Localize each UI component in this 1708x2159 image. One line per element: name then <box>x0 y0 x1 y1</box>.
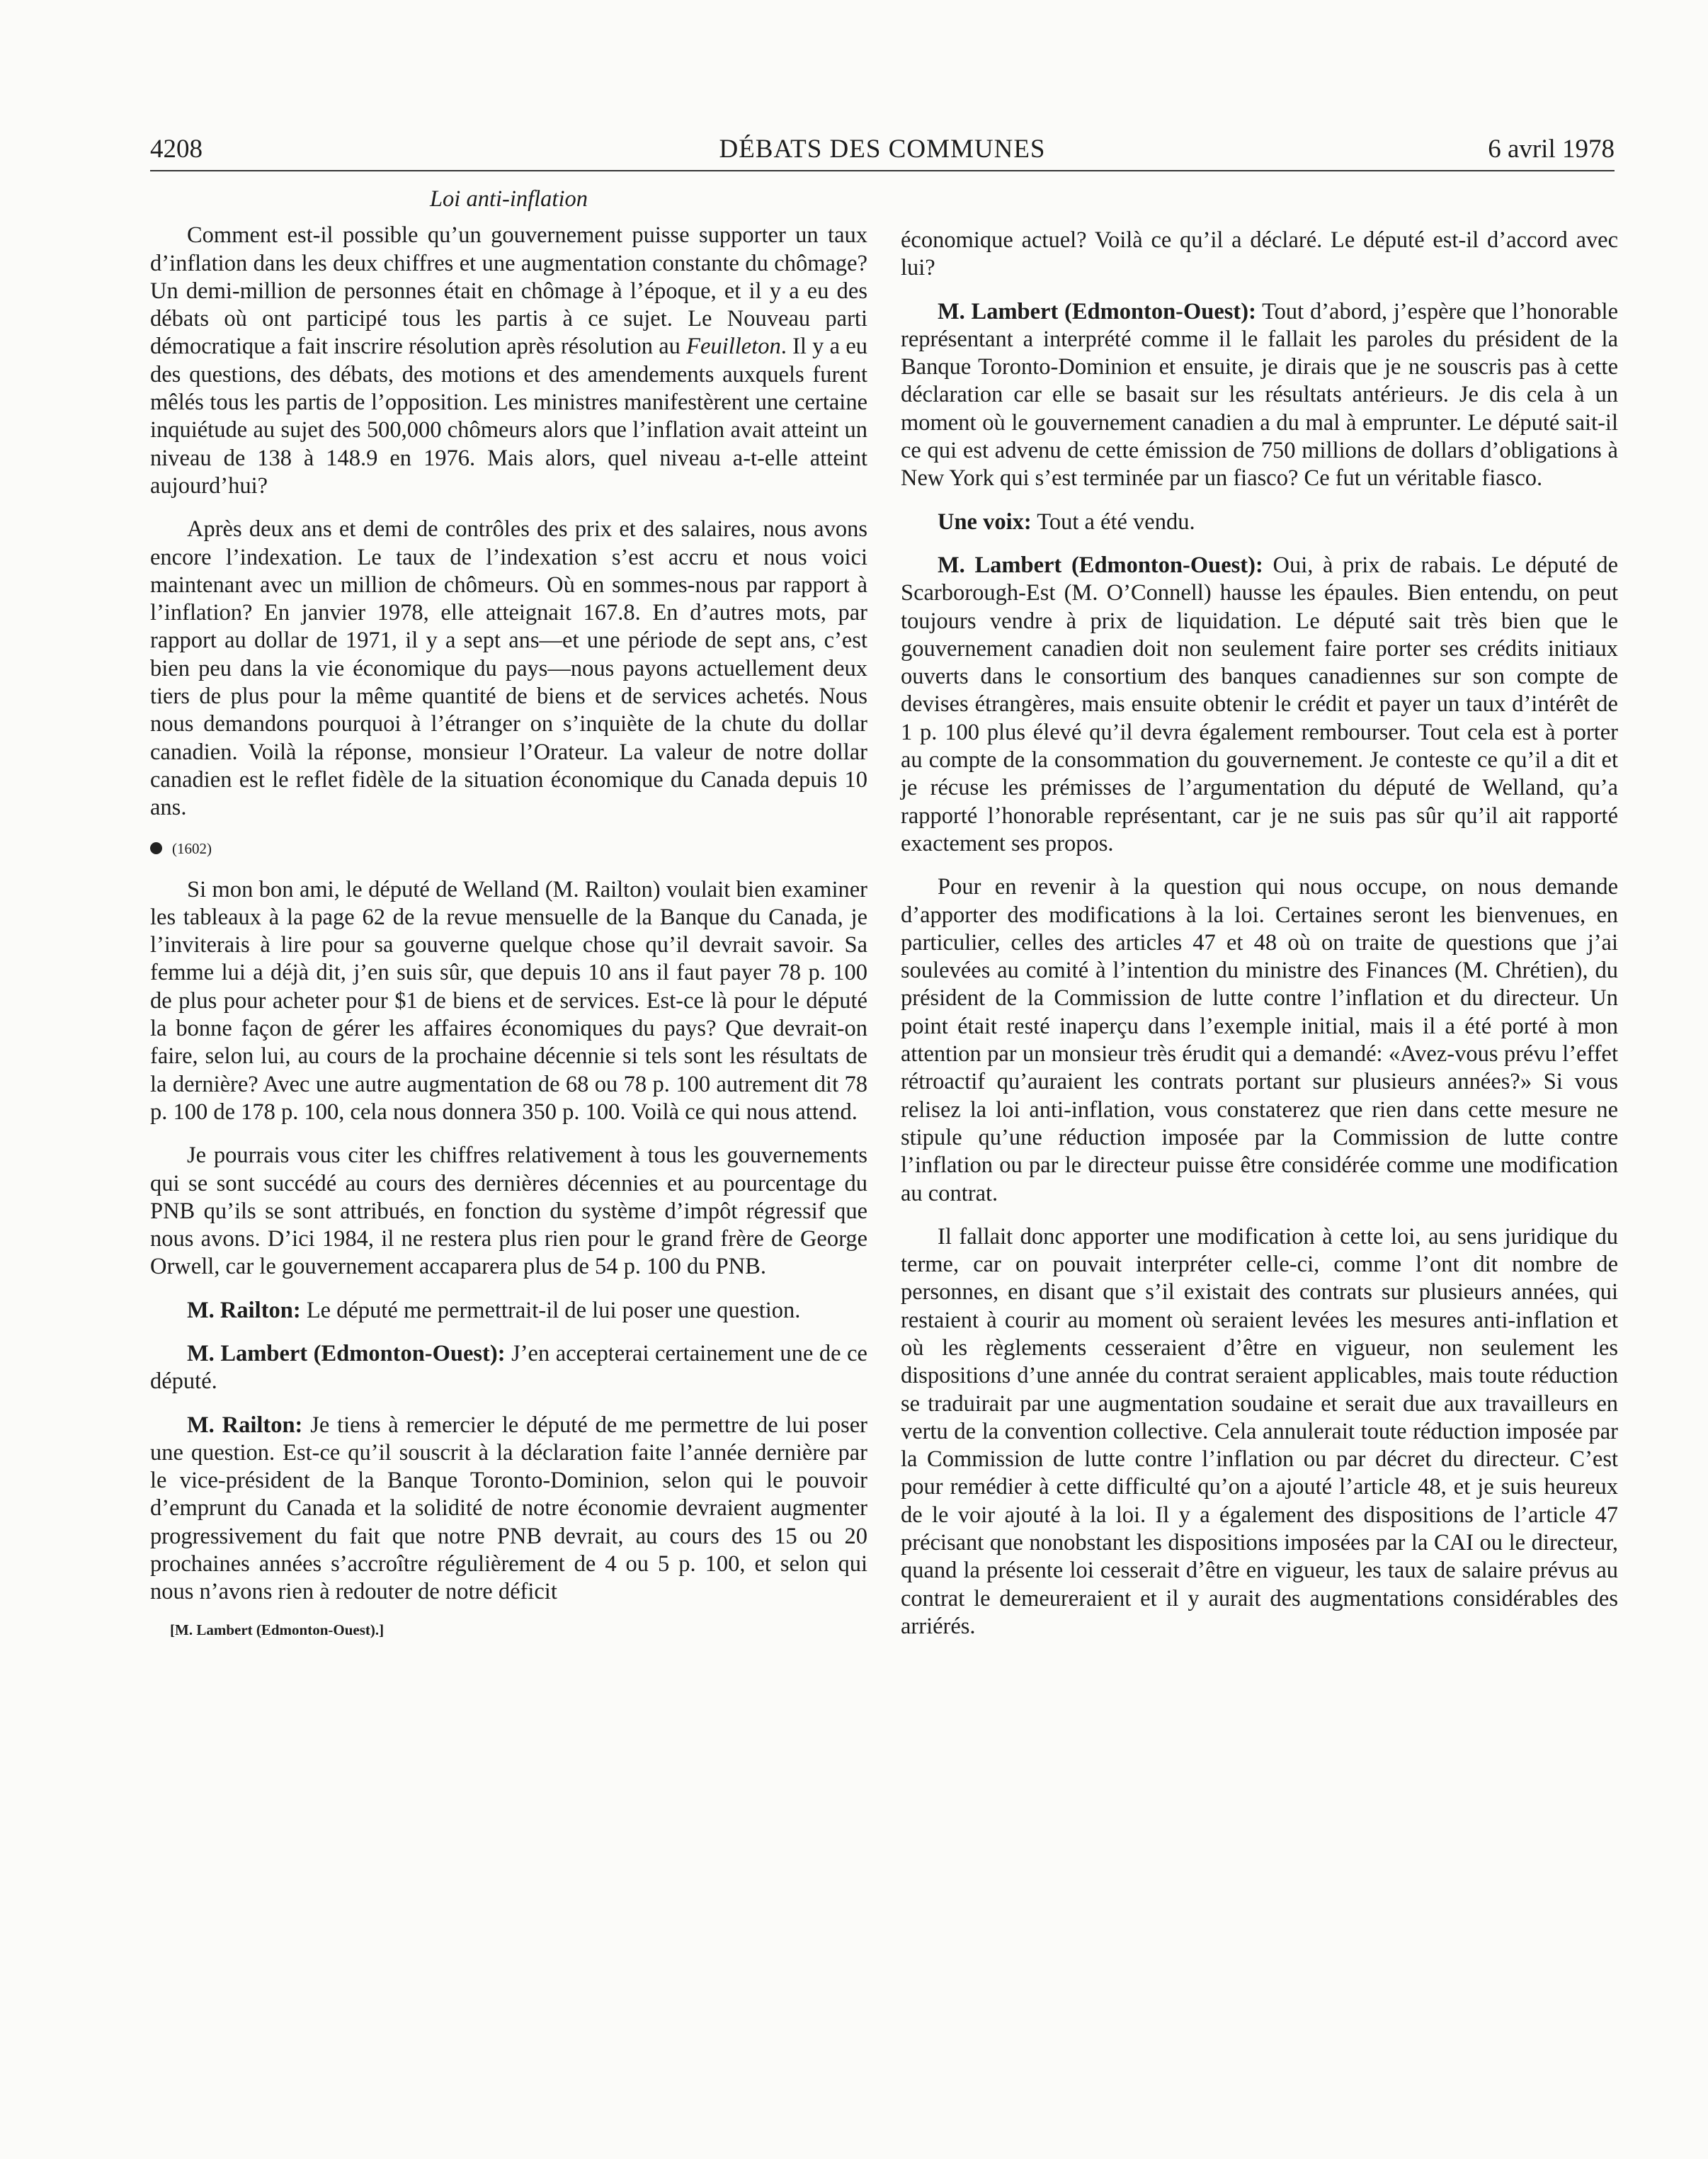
speaker-name: M. Lambert (Edmonton-Ouest): <box>187 1340 506 1366</box>
time-marker: (1602) <box>150 838 867 859</box>
speaker-paragraph: M. Lambert (Edmonton-Ouest): J’en accepterai certainement une de ce député. <box>150 1340 867 1395</box>
left-column <box>150 186 867 1640</box>
paragraph: Si mon bon ami, le député de Welland (M. Railton) voulait bien examiner les tableaux à la page 62 de la revue mensuelle de la Banque du Canada, je l’inviterais à lire pour sa gouverne quelque chose qu’il devrait savoir. Sa femme lui a déjà dit, j’en suis sûr, que depuis 10 ans il faut payer 78 p. 100 de plus pour acheter pour $1 de biens et de services. Est-ce là pour le député la bonne façon de gérer les affaires économiques du pays? Que devrait-on faire, selon lui, au cours de la prochaine décennie si tels sont les résultats de la dernière? Avec une autre augmentation de 68 ou 78 p. 100 autrement dit 78 p. 100 de 178 p. 100, cela nous donnera 350 p. 100. Voilà ce qui nous attend. <box>150 876 867 1125</box>
paragraph: Comment est-il possible qu’un gouvernement puisse supporter un taux d’inflation dans les deux chiffres et une augmentation constante du chômage? Un demi-million de personnes était en chômage à l’époque, et il y a eu des débats où ont participé tous les partis à ce sujet. Le Nouveau parti démocratique a fait inscrire résolution après résolution au Feuilleton. Il y a eu des questions, des débats, des motions et des amendements auxquels furent mêlés tous les partis de l’opposition. Les ministres manifestèrent une certaine inquiétude au sujet des 500,000 chômeurs alors que l’inflation avait atteint un niveau de 138 à 148.9 en 1976. Mais alors, quel niveau a-t-elle atteint aujourd’hui? <box>150 222 868 499</box>
paragraph: Il fallait donc apporter une modification à cette loi, au sens juridique du terme, car on pouvait interpréter celle-ci, comme l’ont dit nombre de personnes, en disant que s’il existait des contrats sur plusieurs années, qui restaient à courir au moment où seraient levées les mesures anti-inflation et où les règlements cesseraient d’être en vigueur, non seulement les dispositions d’une année du contrat seraient applicables, mais toute réduction se traduirait par une augmentation soudaine et serait due aux travailleurs en vertu de la convention collective. Cela annulerait toute réduction imposée par la Commission de lutte contre l’inflation ou par décret du directeur. C’est pour remédier à cette difficulté qu’on a ajouté l’article 48, et je suis heureux de le voir ajouté à la loi. Il y a également des dispositions de l’article 47 précisant que nonobstant les dispositions imposées par la CAI ou le directeur, quand la présente loi cesserait d’être en vigueur, les taux de salaire prévus au contrat le demeureraient et il y aurait des augmentations considérables des arriérés. <box>901 1223 1618 1639</box>
header-rule <box>150 170 1615 171</box>
speaker-name: M. Railton: <box>187 1297 301 1323</box>
section-title: Loi anti-inflation <box>429 186 588 212</box>
speaker-name: M. Lambert (Edmonton-Ouest): <box>938 552 1263 578</box>
feuilleton-italic: Feuilleton <box>686 334 781 360</box>
page-number: 4208 <box>150 135 203 164</box>
paragraph: Après deux ans et demi de contrôles des prix et des salaires, nous avons encore l’indexation. Le taux de l’indexation s’est accru et nous voici maintenant avec un million de chômeurs. Où en sommes-nous par rapport à l’inflation? En janvier 1978, elle atteignait 167.8. En d’autres mots, par rapport au dollar de 1971, il y a sept ans—et une période de sept ans, c’est bien peu dans la vie économique du pays—nous payons actuellement deux tiers de plus pour la même quantité de biens et de services achetés. Nous nous demandons pourquoi à l’étranger on s’inquiète de la chute du dollar canadien. Voilà la réponse, monsieur l’Orateur. La valeur de notre dollar canadien est le reflet fidèle de la situation économique du Canada depuis 10 ans. <box>150 516 867 821</box>
publication-title: DÉBATS DES COMMUNES <box>719 135 1046 164</box>
speaker-name: M. Railton: <box>187 1412 303 1438</box>
speaker-paragraph: M. Lambert (Edmonton-Ouest): Tout d’abord, j’espère que l’honorable représentant a interprété comme il le fallait les paroles du président de la Banque Toronto-Dominion et ensuite, je dirais que je ne souscris pas à cette déclaration car elle se basait sur les résultats antérieurs. Je dis cela à un moment où le gouvernement canadien a du mal à emprunter. Le député sait-il ce qui est advenu de cette émission de 750 millions de dollars d’obligations à New York qui s’est terminée par un fiasco? Ce fut un véritable fiasco. <box>901 298 1618 492</box>
bullet-dot-icon <box>150 842 162 854</box>
speaker-name: Une voix: <box>938 509 1032 535</box>
page-header <box>150 132 1615 167</box>
right-column <box>901 227 1618 1656</box>
speaker-name: M. Lambert (Edmonton-Ouest): <box>938 298 1256 324</box>
speaker-footnote: [M. Lambert (Edmonton-Ouest).] <box>170 1621 385 1638</box>
speaker-paragraph: M. Railton: Je tiens à remercier le député de me permettre de lui poser une question. Est-ce qu’il souscrit à la déclaration faite l’année dernière par le vice-président de la Banque Toronto-Dominion, selon qui le pouvoir d’emprunt du Canada et la solidité de notre économie devraient augmenter progressivement du fait que notre PNB devrait, au cours des 15 ou 20 prochaines années s’accroître régulièrement de 4 ou 5 p. 100, et selon qui nous n’avons rien à redouter de notre déficit <box>150 1412 867 1605</box>
speaker-paragraph: M. Railton: Le député me permettrait-il de lui poser une question. <box>187 1297 801 1323</box>
paragraph: Je pourrais vous citer les chiffres relativement à tous les gouvernements qui se sont succédé au cours des dernières décennies et au pourcentage du PNB qu’ils se sont attribués, en fonction du système d’impôt régressif que nous avons. D’ici 1984, il ne restera plus rien pour le grand frère de George Orwell, car le gouvernement accaparera plus de 54 p. 100 du PNB. <box>150 1143 867 1280</box>
speaker-paragraph: M. Lambert (Edmonton-Ouest): Oui, à prix de rabais. Le député de Scarborough-Est (M. O’Connell) hausse les épaules. Bien entendu, on peut toujours vendre à prix de liquidation. Le député sait très bien que le gouvernement canadien doit non seulement faire porter ses crédits initiaux ouverts dans le consortium des banques canadiennes sur son compte de devises étrangères, mais ensuite obtenir le crédit et payer un taux d’intérêt de 1 p. 100 plus élevé qu’il devra également rembourser. Tout cela est à porter au compte de la consommation du gouvernement. Je conteste ce qu’il a dit et je récuse les prémisses de l’argumentation du député de Welland, qu’a rapporté l’honorable représentant, car je ne suis pas sûr qu’il ait rapporté exactement ses propos. <box>901 552 1618 856</box>
paragraph: Pour en revenir à la question qui nous occupe, on nous demande d’apporter des modifications à la loi. Certaines seront les bienvenues, en particulier, celles des articles 47 et 48 où on traite de questions que j’ai soulevées au comité à l’intention du ministre des Finances (M. Chrétien), du président de la Commission de lutte contre l’inflation et du directeur. Un point était resté inaperçu dans l’exemple initial, mais il a été porté à mon attention par un monsieur très érudit qui a demandé: «Avez-vous prévu l’effet rétroactif qu’auraient les contrats portant sur plusieurs années?» Si vous relisez la loi anti-inflation, vous constaterez que rien dans cette mesure ne stipule qu’une réduction imposée par la Commission de lutte contre l’inflation ou par le directeur puisse être considérée comme une modification au contrat. <box>901 874 1618 1206</box>
speaker-paragraph: Une voix: Tout a été vendu. <box>938 509 1195 535</box>
paragraph: économique actuel? Voilà ce qu’il a déclaré. Le député est-il d’accord avec lui? <box>901 227 1618 281</box>
page-date: 6 avril 1978 <box>1488 135 1615 164</box>
